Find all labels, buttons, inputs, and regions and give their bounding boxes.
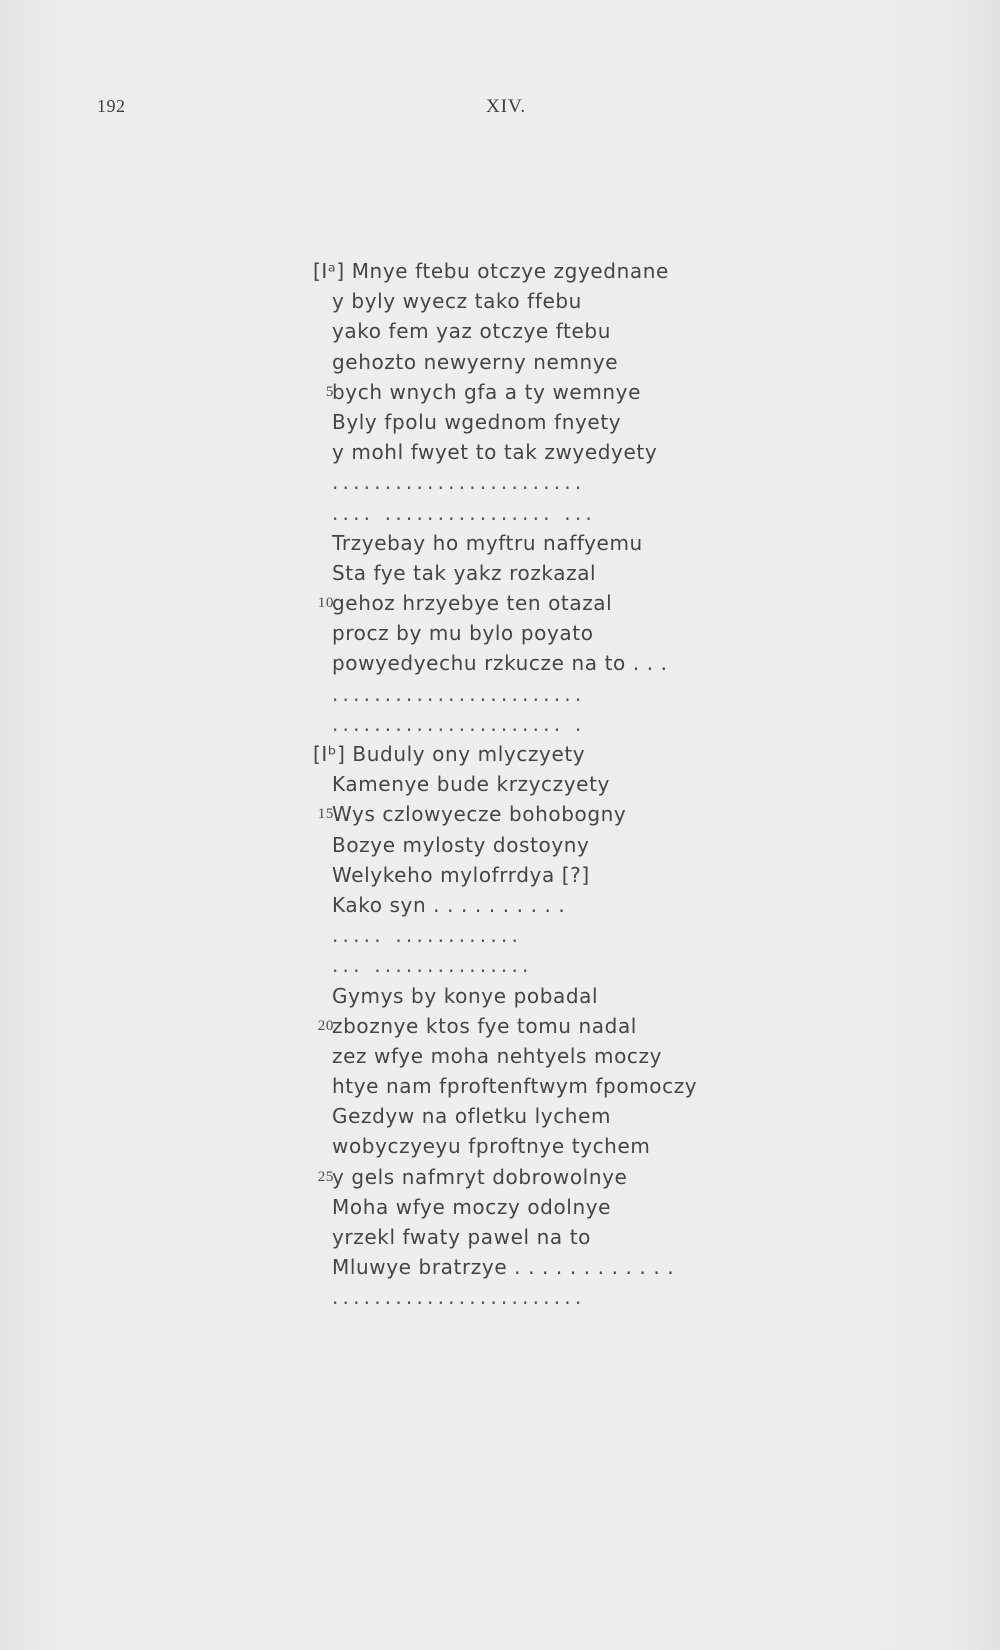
line-text: y byly wyecz tako ffebu	[332, 289, 582, 314]
line-text: [Iᵃ] Mnye ftebu otczye zgyednane	[313, 259, 669, 283]
line-text: Gymys by konye pobadal	[332, 983, 599, 1008]
poem-line	[300, 1131, 697, 1161]
poem-line	[300, 679, 697, 709]
line-text: Byly fpolu wgednom fnyety	[332, 409, 622, 434]
poem-line	[300, 1252, 697, 1282]
poem-line	[300, 316, 697, 346]
poem-line	[300, 1011, 697, 1041]
poem-line	[300, 1041, 697, 1071]
poem-line	[300, 709, 697, 739]
poem-line	[300, 588, 697, 618]
line-text: Moha wfye moczy odolnye	[332, 1194, 612, 1219]
line-text: Gezdyw na ofletku lychem	[332, 1104, 612, 1129]
line-text: procz by mu bylo poyato	[332, 621, 594, 646]
line-text: powyedyechu rzkucze na to . . .	[332, 651, 668, 676]
line-text: Sta fye tak yakz rozkazal	[332, 560, 597, 585]
poem-line	[300, 407, 697, 437]
poem-line	[300, 890, 697, 920]
poem-line	[300, 558, 697, 588]
line-number: 15	[317, 806, 334, 823]
line-text: Wys czlowyecze bohobogny	[332, 802, 627, 827]
poem-line	[300, 377, 697, 407]
running-head: XIV.	[486, 96, 527, 117]
poem-line	[300, 1101, 697, 1131]
poem-line	[300, 437, 697, 467]
poem-line	[300, 1192, 697, 1222]
line-text: [Iᵇ] Buduly ony mlyczyety	[313, 742, 586, 766]
line-text: gehozto newyerny nemnye	[332, 349, 619, 374]
line-text: Kamenye bude krzyczyety	[332, 772, 610, 797]
page-number: 192	[97, 96, 126, 116]
line-text: ........................	[332, 681, 586, 706]
line-text: bych wnych gfa a ty wemnye	[332, 379, 642, 404]
line-text: ... ...............	[332, 953, 533, 978]
line-text: zboznye ktos fye tomu nadal	[332, 1013, 637, 1038]
poem-line	[300, 1162, 697, 1192]
line-text: y mohl fwyet to tak zwyedyety	[332, 440, 658, 465]
poem-line	[300, 1071, 697, 1101]
poem-line	[300, 347, 697, 377]
line-number: 10	[317, 595, 334, 612]
poem-line	[300, 618, 697, 648]
line-text: y gels nafmryt dobrowolnye	[332, 1164, 628, 1189]
line-number: 5	[325, 383, 334, 400]
line-text: ..... ............	[332, 923, 523, 948]
poem-line	[300, 769, 697, 799]
line-text: .... ................ ...	[332, 500, 596, 525]
line-text: htye nam fproftenftwym fpomoczy	[332, 1074, 698, 1099]
poem-line	[300, 799, 697, 829]
line-text: gehoz hrzyebye ten otazal	[332, 591, 613, 616]
line-text: Trzyebay ho myftru naffyemu	[332, 530, 643, 555]
poem-line	[300, 739, 697, 769]
poem-line	[300, 860, 697, 890]
line-number: 25	[317, 1168, 334, 1185]
line-text: Mluwye bratrzye . . . . . . . . . . . .	[332, 1255, 675, 1280]
poem-line	[300, 981, 697, 1011]
line-text: ........................	[332, 470, 586, 495]
line-number: 20	[317, 1017, 334, 1034]
line-text: Bozye mylosty dostoyny	[332, 832, 590, 857]
line-text: Kako syn . . . . . . . . . .	[332, 892, 566, 917]
line-text: Welykeho mylofrrdya [?]	[332, 862, 590, 887]
line-text: ...................... .	[332, 711, 586, 736]
poem-line	[300, 920, 697, 950]
poem	[300, 256, 697, 1313]
line-text: zez wfye moha nehtyels moczy	[332, 1043, 663, 1068]
line-text: yrzekl fwaty pawel na to	[332, 1225, 591, 1249]
poem-line	[300, 528, 697, 558]
poem-line	[300, 950, 697, 980]
poem-line	[300, 830, 697, 860]
poem-line	[300, 1222, 697, 1252]
line-text: ........................	[332, 1285, 586, 1310]
poem-line	[300, 256, 697, 286]
line-text: yako fem yaz otczye ftebu	[332, 319, 611, 344]
line-text: wobyczyeyu fproftnye tychem	[332, 1134, 651, 1159]
poem-line	[300, 286, 697, 316]
poem-line	[300, 498, 697, 528]
poem-line	[300, 1282, 697, 1312]
poem-line	[300, 467, 697, 497]
poem-line	[300, 648, 697, 678]
